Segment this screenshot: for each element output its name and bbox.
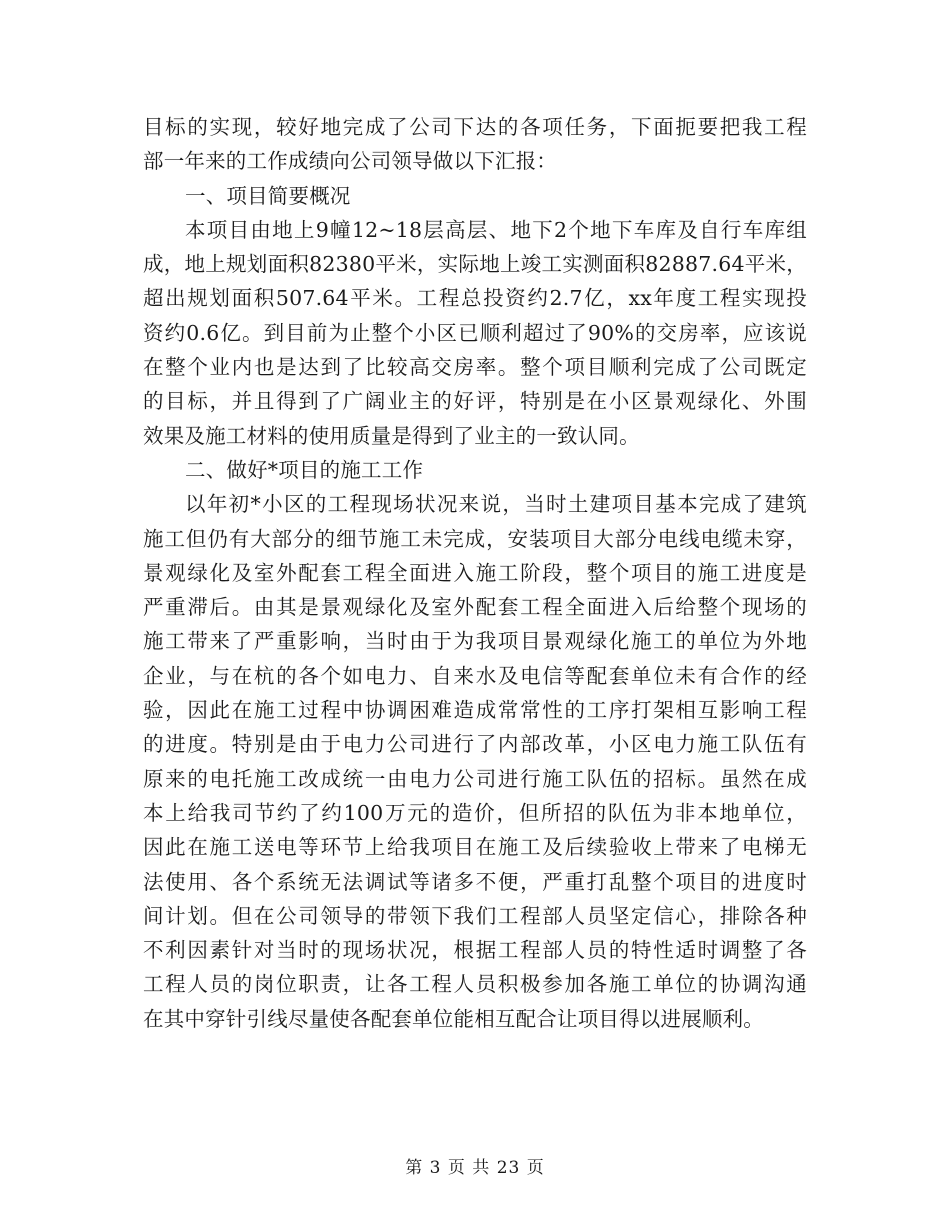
text-line: 工程人员的岗位职责，让各工程人员积极参加各施工单位的协调沟通: [143, 972, 807, 997]
text-line: 因此在施工送电等环节上给我项目在施工及后续验收上带来了电梯无: [143, 835, 807, 860]
text-line: 在其中穿针引线尽量使各配套单位能相互配合让项目得以进展顺利。: [143, 1006, 764, 1031]
text-line: 景观绿化及室外配套工程全面进入施工阶段，整个项目的施工进度是: [143, 560, 807, 585]
text-line: 一、项目简要概况: [185, 183, 351, 208]
text-line: 的目标，并且得到了广阔业主的好评，特别是在小区景观绿化、外围: [143, 389, 807, 414]
text-line: 原来的电托施工改成统一由电力公司进行施工队伍的招标。虽然在成: [143, 766, 807, 791]
text-line: 施工带来了严重影响，当时由于为我项目景观绿化施工的单位为外地: [143, 629, 807, 654]
text-line: 间计划。但在公司领导的带领下我们工程部人员坚定信心，排除各种: [143, 903, 807, 928]
text-line: 的进度。特别是由于电力公司进行了内部改革，小区电力施工队伍有: [143, 732, 807, 757]
text-line: 施工但仍有大部分的细节施工未完成，安装项目大部分电线电缆未穿，: [143, 526, 807, 551]
text-line: 本上给我司节约了约100万元的造价，但所招的队伍为非本地单位，: [143, 800, 807, 825]
text-line: 二、做好*项目的施工工作: [185, 457, 424, 482]
text-line: 法使用、各个系统无法调试等诸多不便，严重打乱整个项目的进度时: [143, 869, 807, 894]
text-line: 在整个业内也是达到了比较高交房率。整个项目顺利完成了公司既定: [143, 355, 807, 380]
text-line: 企业，与在杭的各个如电力、自来水及电信等配套单位未有合作的经: [143, 663, 807, 688]
text-line: 部一年来的工作成绩向公司领导做以下汇报：: [143, 149, 557, 174]
text-line: 严重滞后。由其是景观绿化及室外配套工程全面进入后给整个现场的: [143, 595, 807, 620]
text-line: 成，地上规划面积82380平米，实际地上竣工实测面积82887.64平米，: [143, 252, 807, 277]
text-line: 效果及施工材料的使用质量是得到了业主的一致认同。: [143, 423, 640, 448]
document-body: [143, 110, 807, 1036]
text-line: 验，因此在施工过程中协调困难造成常常性的工序打架相互影响工程: [143, 698, 807, 723]
text-line: 以年初*小区的工程现场状况来说，当时土建项目基本完成了建筑: [185, 492, 807, 517]
text-line: 目标的实现，较好地完成了公司下达的各项任务，下面扼要把我工程: [143, 115, 807, 139]
text-line: 资约0.6亿。到目前为止整个小区已顺利超过了90%的交房率，应该说: [143, 320, 807, 345]
page-number-footer: 第 3 页 共 23 页: [405, 1158, 545, 1178]
text-line: 不利因素针对当时的现场状况，根据工程部人员的特性适时调整了各: [143, 938, 807, 963]
text-line: 超出规划面积507.64平米。工程总投资约2.7亿，xx年度工程实现投: [143, 286, 807, 311]
text-line: 本项目由地上9幢12~18层高层、地下2个地下车库及自行车库组: [185, 217, 807, 242]
